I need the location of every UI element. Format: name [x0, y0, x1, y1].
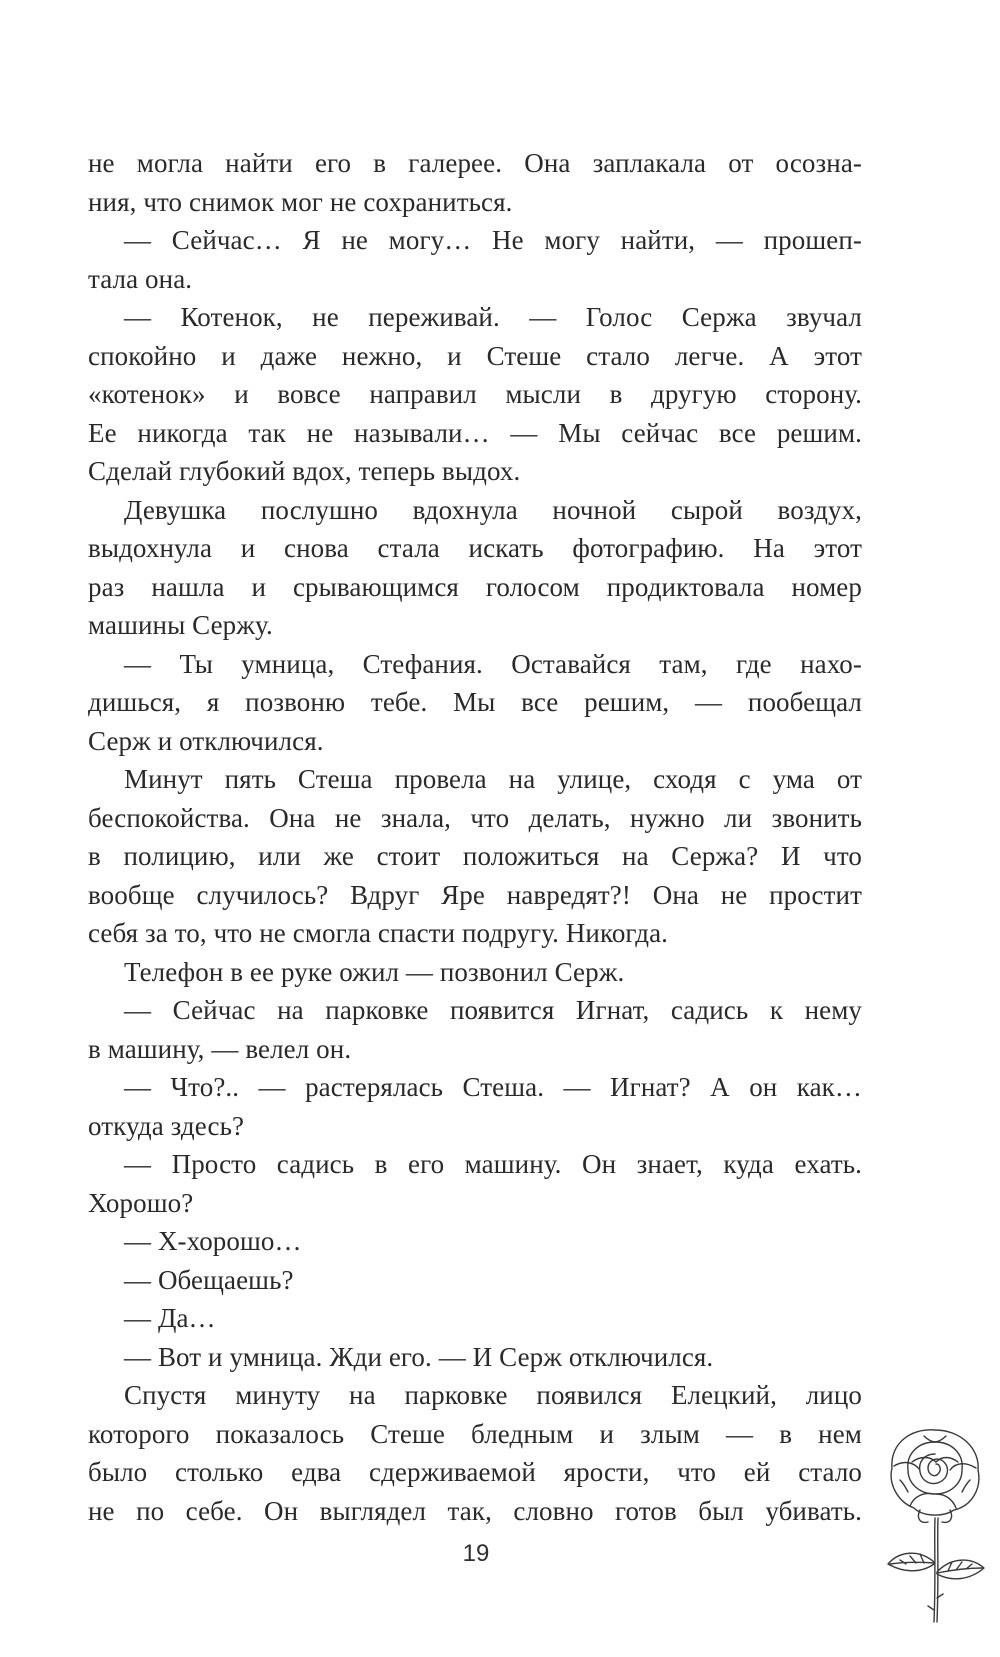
text-line: ния, что снимок мог не сохраниться.	[88, 186, 513, 217]
text-line: вообще случилось? Вдруг Яре навредят?! Она не простит	[88, 879, 862, 910]
text-line: машины Сержу.	[88, 610, 273, 640]
text-line: спокойно и даже нежно, и Стеше стало легче. А этот	[88, 340, 862, 371]
text-line: — Что?.. — растерялась Стеша. — Игнат? А он как…	[124, 1072, 862, 1102]
text-line: Хорошо?	[88, 1187, 194, 1218]
text-line: — Вот и умница. Жди его. — И Серж отключился.	[124, 1341, 714, 1372]
text-line: дишься, я позвоню тебе. Мы все решим, — пообещал	[88, 687, 862, 717]
text-line: Минут пять Стеша провела на улице, сходя с ума от	[124, 764, 862, 794]
text-line: в полицию, или же стоит положиться на Сержа? И что	[88, 841, 862, 871]
text-line: — Котенок, не переживай. — Голос Сержа звучал	[124, 302, 862, 332]
text-line: беспокойства. Она не знала, что делать, нужно ли звонить	[88, 802, 862, 833]
text-line: себя за то, что не смогла спасти подругу. Никогда.	[88, 918, 669, 948]
text-line: Телефон в ее руке ожил — позвонил Серж.	[124, 956, 625, 987]
text-line: не по себе. Он выглядел так, словно готов был убивать.	[88, 1495, 862, 1526]
text-line: в машину, — велел он.	[88, 1033, 352, 1064]
text-line: Ее никогда так не называли… — Мы сейчас все решим.	[88, 417, 862, 448]
rose-icon	[880, 1422, 990, 1632]
text-line: Сделай глубокий вдох, теперь выдох.	[88, 456, 521, 486]
text-line: выдохнула и снова стала искать фотографию. На этот	[88, 533, 862, 563]
text-line: — Сейчас на парковке появится Игнат, садись к нему	[124, 995, 862, 1025]
page-number: 19	[462, 1540, 490, 1567]
text-line: — Ты умница, Стефания. Оставайся там, где нахо-	[124, 648, 862, 679]
text-line: — Сейчас… Я не могу… Не могу найти, — прошеп-	[124, 225, 862, 255]
text-line: — Просто садись в его машину. Он знает, куда ехать.	[124, 1149, 862, 1179]
text-line: Спустя минуту на парковке появился Елецкий, лицо	[124, 1380, 862, 1410]
text-line: не могла найти его в галерее. Она заплакала от осозна-	[88, 148, 862, 178]
text-line: откуда здесь?	[88, 1110, 245, 1141]
text-line: Девушка послушно вдохнула ночной сырой воздух,	[124, 494, 862, 525]
text-line: тала она.	[88, 263, 193, 294]
text-line: раз нашла и срывающимся голосом продиктовала номер	[88, 571, 862, 602]
body-text	[88, 144, 862, 1530]
text-line: было столько едва сдерживаемой ярости, что ей стало	[88, 1457, 862, 1487]
text-line: — Х-хорошо…	[124, 1226, 302, 1256]
text-line: — Обещаешь?	[124, 1264, 294, 1295]
text-line: которого показалось Стеше бледным и злым — в нем	[88, 1418, 862, 1449]
text-line: — Да…	[124, 1303, 216, 1333]
text-line: «котенок» и вовсе направил мысли в другую сторону.	[88, 379, 862, 409]
text-line: Серж и отключился.	[88, 725, 324, 756]
